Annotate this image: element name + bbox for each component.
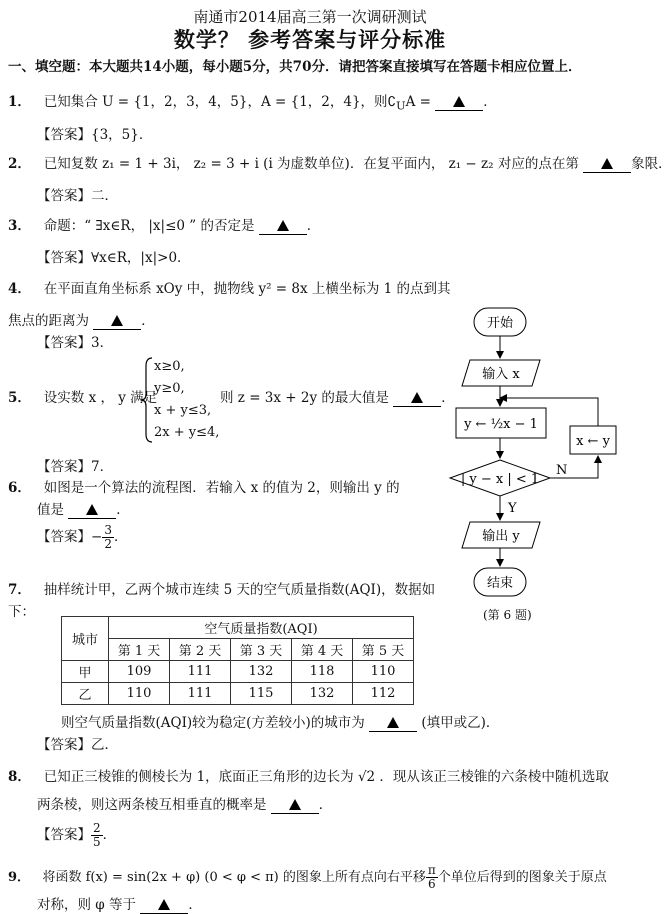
table-header-row bbox=[62, 639, 414, 661]
subscript: U bbox=[396, 99, 406, 113]
answer-value: ∀x∈R，|x|>0． bbox=[91, 250, 191, 266]
answer-value: 3． bbox=[91, 335, 114, 351]
question-text: ． bbox=[318, 797, 333, 813]
question-4 bbox=[8, 277, 451, 297]
shift-fraction bbox=[426, 864, 438, 891]
question-text: 已知复数 z₁ = 1 + 3i， z₂ = 3 + i (i 为虚数单位)．在复平面内， z₁ − z₂ 对应的点在第 bbox=[43, 156, 579, 172]
question-text: ． bbox=[141, 313, 155, 329]
table-cell: 110 bbox=[109, 683, 170, 705]
constraint-system bbox=[154, 356, 219, 444]
answer-3 bbox=[37, 246, 191, 266]
answer-fraction bbox=[102, 524, 114, 551]
question-7-line-2: 下： bbox=[8, 604, 35, 620]
flow-start-label: 开始 bbox=[486, 316, 514, 331]
table-row bbox=[62, 661, 414, 683]
section-heading: 一、填空题：本大题共14小题，每小题5分，共70分．请把答案直接填写在答题卡相应位置上． bbox=[8, 59, 582, 75]
triangle-icon bbox=[277, 220, 289, 231]
fraction-denominator: 6 bbox=[428, 877, 436, 891]
answer-2 bbox=[37, 184, 118, 204]
fraction-numerator: 2 bbox=[93, 821, 101, 835]
constraint: y≥0, bbox=[154, 381, 185, 396]
table-header-row bbox=[62, 617, 414, 639]
question-number: 5． bbox=[8, 390, 31, 406]
answer-label: 【答案】 bbox=[37, 250, 91, 266]
question-2 bbox=[8, 152, 672, 173]
question-text: 则空气质量指数(AQI)较为稳定(方差较小)的城市为 bbox=[61, 715, 365, 731]
answer-value: 二． bbox=[91, 188, 118, 204]
brace-icon bbox=[140, 356, 154, 444]
question-3 bbox=[8, 214, 320, 235]
question-5-tail bbox=[220, 386, 455, 407]
question-text: 设实数 x ， y 满足 bbox=[43, 390, 158, 406]
answer-8 bbox=[37, 822, 116, 849]
table-header-city: 城市 bbox=[62, 617, 109, 661]
question-number: 6． bbox=[8, 480, 31, 496]
question-number: 1． bbox=[8, 94, 31, 110]
question-number: 3． bbox=[8, 218, 31, 234]
table-cell: 118 bbox=[292, 661, 353, 683]
question-7 bbox=[8, 578, 435, 598]
question-4-line-2 bbox=[8, 309, 155, 330]
answer-1 bbox=[37, 123, 152, 143]
table-cell: 109 bbox=[109, 661, 170, 683]
constraint: 2x + y≤4, bbox=[154, 425, 220, 440]
question-text: 则 z = 3x + 2y 的最大值是 bbox=[220, 390, 389, 406]
table-cell: 111 bbox=[170, 661, 231, 683]
question-text: 已知集合 U = {1，2，3，4，5}，A = {1，2，4}，则∁ bbox=[43, 94, 397, 110]
answer-6 bbox=[37, 524, 127, 551]
flow-output-label: 输出 y bbox=[482, 529, 520, 544]
document-title: 南通市2014届高三第一次调研测试 bbox=[193, 8, 427, 26]
question-8 bbox=[8, 765, 609, 785]
answer-blank bbox=[93, 313, 141, 330]
triangle-icon bbox=[601, 158, 613, 169]
question-text: 个单位后得到的图象关于原点 bbox=[437, 870, 607, 885]
question-text: 在平面直角坐标系 xOy 中，抛物线 y² = 8x 上横坐标为 1 的点到其 bbox=[43, 281, 451, 297]
fraction-numerator: 3 bbox=[104, 523, 112, 537]
table-row bbox=[62, 683, 414, 705]
question-text: 值是 bbox=[37, 502, 64, 518]
fraction-denominator: 2 bbox=[104, 537, 112, 551]
answer-label: 【答案】 bbox=[37, 529, 91, 545]
question-text: ． bbox=[441, 390, 455, 406]
answer-label: 【答案】 bbox=[37, 127, 91, 143]
triangle-icon bbox=[111, 315, 123, 326]
flow-assign-label: y ← ½x − 1 bbox=[464, 417, 538, 432]
question-text: 象限． bbox=[631, 156, 672, 172]
document-subtitle: 数学？ 参考答案与评分标准 bbox=[173, 27, 447, 52]
question-text: 将函数 f(x) = sin(2x + φ) (0 < φ < π) 的图象上所有点向右平移 bbox=[42, 870, 426, 885]
table-cell: 112 bbox=[353, 683, 414, 705]
question-text: A = bbox=[405, 94, 431, 110]
answer-blank bbox=[393, 390, 441, 407]
flowchart bbox=[446, 300, 618, 600]
question-text: (填甲或乙)． bbox=[421, 715, 500, 731]
table-cell: 115 bbox=[231, 683, 292, 705]
table-cell: 110 bbox=[353, 661, 414, 683]
question-text: 如图是一个算法的流程图．若输入 x 的值为 2，则输出 y 的 bbox=[43, 480, 400, 496]
triangle-icon bbox=[86, 504, 98, 515]
table-cell-city: 甲 bbox=[62, 661, 109, 683]
table-header-day: 第 2 天 bbox=[170, 639, 231, 661]
answer-sign: − bbox=[91, 529, 103, 545]
table-cell: 132 bbox=[292, 683, 353, 705]
answer-blank bbox=[271, 797, 319, 814]
question-number: 8． bbox=[8, 769, 31, 785]
table-cell: 111 bbox=[170, 683, 231, 705]
answer-label: 【答案】 bbox=[37, 335, 91, 351]
question-text: 命题：“ ∃x∈R， |x|≤0 ” 的否定是 bbox=[43, 218, 255, 234]
question-text: 对称，则 φ 等于 bbox=[37, 897, 137, 913]
table-header-day: 第 1 天 bbox=[109, 639, 170, 661]
table-header-aqi: 空气质量指数(AQI) bbox=[109, 617, 414, 639]
question-number: 9． bbox=[8, 870, 31, 885]
table-header-day: 第 5 天 bbox=[353, 639, 414, 661]
table-cell-city: 乙 bbox=[62, 683, 109, 705]
answer-blank bbox=[140, 897, 188, 914]
answer-blank bbox=[259, 218, 307, 235]
answer-label: 【答案】 bbox=[37, 737, 91, 753]
answer-value: 乙． bbox=[91, 737, 118, 753]
question-1: 1． 已知集合 U = {1，2，3，4，5}，A = {1，2，4}，则$∁_UA$ = ． bbox=[8, 94, 497, 113]
answer-blank bbox=[68, 502, 116, 519]
question-text: 已知正三棱锥的侧棱长为 1，底面正三角形的边长为 √2 ．现从该正三棱锥的六条棱中随机选取 bbox=[43, 769, 609, 785]
aqi-table bbox=[61, 616, 414, 705]
question-text: 两条棱，则这两条棱互相垂直的概率是 bbox=[37, 797, 267, 813]
answer-label: 【答案】 bbox=[37, 188, 91, 204]
question-number: 4． bbox=[8, 281, 31, 297]
answer-end: ． bbox=[113, 529, 128, 545]
flow-decision-label: | y − x | < 1 bbox=[460, 472, 540, 487]
answer-value: 7． bbox=[91, 459, 114, 475]
table-cell: 132 bbox=[231, 661, 292, 683]
question-text: ． bbox=[188, 897, 202, 913]
constraint: x≥0, bbox=[154, 359, 185, 374]
answer-fraction bbox=[91, 822, 103, 849]
triangle-icon bbox=[411, 392, 423, 403]
answer-end: ． bbox=[102, 827, 117, 843]
question-text: ． bbox=[306, 218, 321, 234]
constraint: x + y≤3, bbox=[154, 403, 212, 418]
question-7-line-3 bbox=[61, 711, 499, 732]
triangle-icon bbox=[289, 799, 301, 810]
flow-loop-label: x ← y bbox=[576, 434, 610, 449]
figure-caption: (第 6 题) bbox=[483, 608, 532, 622]
answer-blank bbox=[369, 715, 417, 732]
question-text: 抽样统计甲，乙两个城市连续 5 天的空气质量指数(AQI)，数据如 bbox=[43, 582, 436, 598]
question-5 bbox=[8, 386, 157, 406]
triangle-icon bbox=[453, 96, 465, 107]
flow-input-label: 输入 x bbox=[482, 367, 520, 382]
question-text: 焦点的距离为 bbox=[8, 313, 89, 329]
table-header-day: 第 4 天 bbox=[292, 639, 353, 661]
answer-4 bbox=[37, 331, 113, 351]
question-9 bbox=[8, 864, 607, 891]
answer-label: 【答案】 bbox=[37, 827, 91, 843]
question-text: ． bbox=[116, 502, 130, 518]
question-6-line-2 bbox=[37, 498, 130, 519]
answer-blank bbox=[583, 156, 631, 173]
table-header-day: 第 3 天 bbox=[231, 639, 292, 661]
triangle-icon bbox=[387, 717, 399, 728]
question-number: 2． bbox=[8, 156, 31, 172]
question-9-line-2 bbox=[37, 893, 202, 914]
answer-blank bbox=[435, 94, 483, 111]
flow-end-label: 结束 bbox=[486, 576, 514, 591]
flow-no-label: N bbox=[556, 463, 568, 478]
flow-yes-label: Y bbox=[508, 501, 517, 516]
answer-label: 【答案】 bbox=[37, 459, 91, 475]
question-6 bbox=[8, 476, 400, 496]
fraction-denominator: 5 bbox=[93, 835, 101, 849]
answer-value: {3，5}． bbox=[91, 127, 153, 143]
question-8-line-2 bbox=[37, 793, 332, 814]
answer-7 bbox=[37, 733, 118, 753]
triangle-icon bbox=[158, 899, 170, 910]
answer-5 bbox=[37, 455, 113, 475]
question-number: 7． bbox=[8, 582, 31, 598]
fraction-numerator: π bbox=[427, 863, 436, 877]
